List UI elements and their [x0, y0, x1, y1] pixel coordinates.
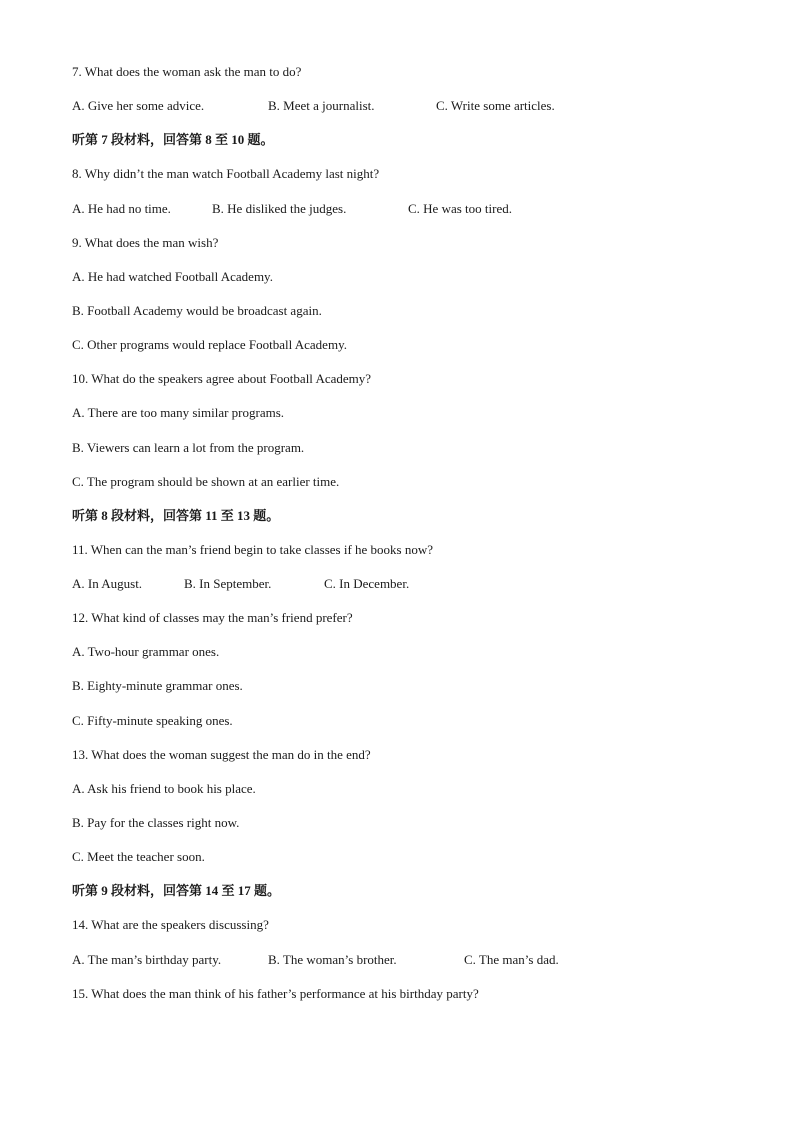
- q9-option-b: B. Football Academy would be broadcast again.: [72, 303, 322, 318]
- question-14: 14. What are the speakers discussing?: [72, 917, 269, 932]
- q14-option-c: C. The man’s dad.: [464, 952, 559, 967]
- question-12: 12. What kind of classes may the man’s friend prefer?: [72, 610, 353, 625]
- question-9: 9. What does the man wish?: [72, 235, 219, 250]
- q13-option-c: C. Meet the teacher soon.: [72, 849, 205, 864]
- q13-option-b: B. Pay for the classes right now.: [72, 815, 240, 830]
- q14-option-b: B. The woman’s brother.: [268, 952, 397, 967]
- q10-option-c: C. The program should be shown at an earlier time.: [72, 474, 340, 489]
- q11-option-b: B. In September.: [184, 576, 272, 591]
- question-8: 8. Why didn’t the man watch Football Academy last night?: [72, 166, 380, 181]
- q13-option-a: A. Ask his friend to book his place.: [72, 781, 256, 796]
- q11-option-a: A. In August.: [72, 576, 143, 591]
- section-heading-7: 听第 7 段材料，回答第 8 至 10 题。: [72, 132, 274, 147]
- q11-option-c: C. In December.: [324, 576, 410, 591]
- question-13: 13. What does the woman suggest the man do in the end?: [72, 747, 371, 762]
- q7-option-a: A. Give her some advice.: [72, 98, 205, 113]
- q12-option-b: B. Eighty-minute grammar ones.: [72, 678, 243, 693]
- q14-option-a: A. The man’s birthday party.: [72, 952, 222, 967]
- q7-option-b: B. Meet a journalist.: [268, 98, 375, 113]
- q9-option-a: A. He had watched Football Academy.: [72, 269, 273, 284]
- question-11: 11. When can the man’s friend begin to take classes if he books now?: [72, 542, 434, 557]
- q12-option-c: C. Fifty-minute speaking ones.: [72, 713, 233, 728]
- q8-option-a: A. He had no time.: [72, 201, 171, 216]
- q9-option-c: C. Other programs would replace Football Academy.: [72, 337, 347, 352]
- question-7: 7. What does the woman ask the man to do?: [72, 64, 302, 79]
- q10-option-a: A. There are too many similar programs.: [72, 405, 285, 420]
- question-15: 15. What does the man think of his father’s performance at his birthday party?: [72, 986, 479, 1001]
- q12-option-a: A. Two-hour grammar ones.: [72, 644, 220, 659]
- q8-option-b: B. He disliked the judges.: [212, 201, 347, 216]
- question-10: 10. What do the speakers agree about Football Academy?: [72, 371, 372, 386]
- q8-option-c: C. He was too tired.: [408, 201, 512, 216]
- q7-option-c: C. Write some articles.: [436, 98, 555, 113]
- section-heading-9: 听第 9 段材料，回答第 14 至 17 题。: [72, 883, 281, 898]
- q10-option-b: B. Viewers can learn a lot from the program.: [72, 440, 305, 455]
- section-heading-8: 听第 8 段材料，回答第 11 至 13 题。: [72, 508, 280, 523]
